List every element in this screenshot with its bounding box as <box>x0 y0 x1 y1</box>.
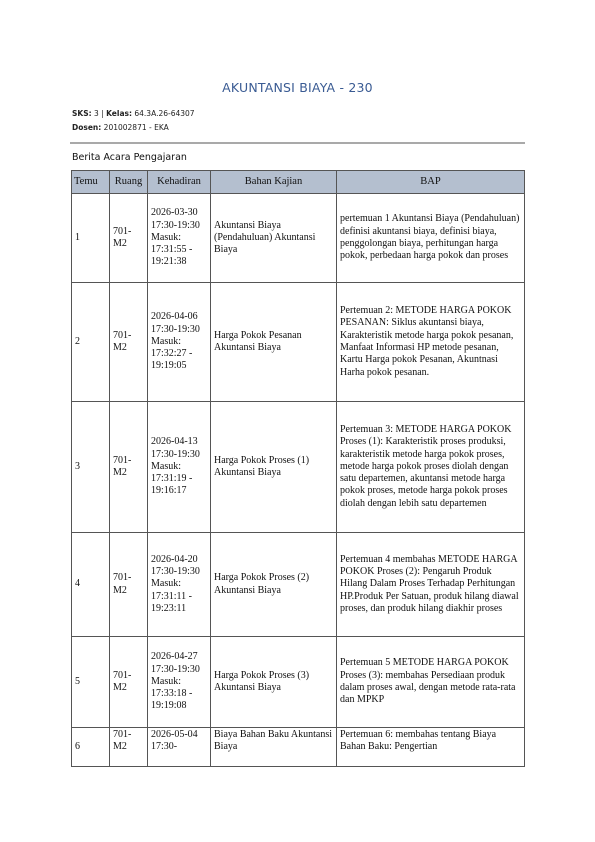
dosen-value: 201002871 - EKA <box>103 123 169 132</box>
cell-kehadiran: 2026-04-13 17:30-19:30 Masuk: 17:31:19 - 19:16:17 <box>148 402 211 533</box>
cell-ruang: 701-M2 <box>110 283 148 402</box>
cell-kehadiran: 2026-05-04 17:30- <box>148 728 211 767</box>
cell-bahan-kajian: Harga Pokok Proses (3) Akuntansi Biaya <box>211 637 337 728</box>
sks-label: SKS: <box>72 109 92 118</box>
cell-bap: Pertemuan 2: METODE HARGA POKOK PESANAN: Siklus akuntansi biaya, Karakteristik metode harga pokok pesanan, Manfaat Informasi HP metode pesanan, Kartu Harga pokok Pesanan, Akuntnasi Harha pokok pesanan. <box>337 283 525 402</box>
table-row <box>72 637 525 728</box>
cell-ruang: 701-M2 <box>110 637 148 728</box>
cell-bap: Pertemuan 3: METODE HARGA POKOK Proses (1): Karakteristik proses produksi, karakteristik metode harga pokok proses, metode harga pokok proses diolah dengan satu departemen, akuntansi metode harga pokok proses, metode harga pokok proses diolah dengan lebih satu departemen <box>337 402 525 533</box>
table-header-row <box>72 171 525 194</box>
teaching-report-table <box>71 170 525 767</box>
divider <box>70 142 525 144</box>
table-row <box>72 533 525 637</box>
cell-bap: Pertemuan 4 membahas METODE HARGA POKOK Proses (2): Pengaruh Produk Hilang Dalam Proses Terhadap Perhitungan HP.Produk Per Satuan, produk hilang diawal proses, dan produk hilang diakhir proses <box>337 533 525 637</box>
cell-temu: 1 <box>72 194 110 283</box>
column-header-kehadiran: Kehadiran <box>148 171 211 194</box>
cell-ruang: 701-M2 <box>110 194 148 283</box>
cell-bahan-kajian: Akuntansi Biaya (Pendahuluan) Akuntansi Biaya <box>211 194 337 283</box>
cell-temu: 3 <box>72 402 110 533</box>
column-header-bahan-kajian: Bahan Kajian <box>211 171 337 194</box>
cell-bap: Pertemuan 6: membahas tentang Biaya Bahan Baku: Pengertian <box>337 728 525 767</box>
cell-bahan-kajian: Harga Pokok Pesanan Akuntansi Biaya <box>211 283 337 402</box>
dosen-label: Dosen: <box>72 123 102 132</box>
table-row <box>72 402 525 533</box>
column-header-temu: Temu <box>72 171 110 194</box>
column-header-ruang: Ruang <box>110 171 148 194</box>
cell-kehadiran: 2026-04-27 17:30-19:30 Masuk: 17:33:18 - 19:19:08 <box>148 637 211 728</box>
kelas-label: Kelas: <box>106 109 132 118</box>
section-title: Berita Acara Pengajaran <box>72 152 187 163</box>
cell-bahan-kajian: Harga Pokok Proses (2) Akuntansi Biaya <box>211 533 337 637</box>
cell-temu: 5 <box>72 637 110 728</box>
course-meta-line <box>72 109 195 118</box>
table-row <box>72 728 525 767</box>
cell-ruang: 701-M2 <box>110 728 148 767</box>
cell-kehadiran: 2026-03-30 17:30-19:30 Masuk: 17:31:55 - 19:21:38 <box>148 194 211 283</box>
cell-temu: 6 <box>72 728 110 767</box>
cell-bap: Pertemuan 5 METODE HARGA POKOK Proses (3): membahas Persediaan produk dalam proses awal, dengan metode rata-rata dan MPKP <box>337 637 525 728</box>
table-row <box>72 283 525 402</box>
cell-bap: pertemuan 1 Akuntansi Biaya (Pendahuluan) definisi akuntansi biaya, definisi biaya, penggolongan biaya, perhitungan harga pokok, perbedaan harga pokok dan proses <box>337 194 525 283</box>
cell-kehadiran: 2026-04-06 17:30-19:30 Masuk: 17:32:27 - 19:19:05 <box>148 283 211 402</box>
cell-temu: 2 <box>72 283 110 402</box>
cell-ruang: 701-M2 <box>110 402 148 533</box>
sks-value: 3 <box>94 109 99 118</box>
table-row <box>72 194 525 283</box>
cell-kehadiran: 2026-04-20 17:30-19:30 Masuk: 17:31:11 - 19:23:11 <box>148 533 211 637</box>
lecturer-meta-line <box>72 123 169 132</box>
cell-bahan-kajian: Biaya Bahan Baku Akuntansi Biaya <box>211 728 337 767</box>
kelas-value: 64.3A.26-64307 <box>134 109 195 118</box>
cell-bahan-kajian: Harga Pokok Proses (1) Akuntansi Biaya <box>211 402 337 533</box>
meta-separator: | <box>101 109 104 118</box>
cell-ruang: 701-M2 <box>110 533 148 637</box>
page-title: AKUNTANSI BIAYA - 230 <box>222 80 373 95</box>
cell-temu: 4 <box>72 533 110 637</box>
column-header-bap: BAP <box>337 171 525 194</box>
